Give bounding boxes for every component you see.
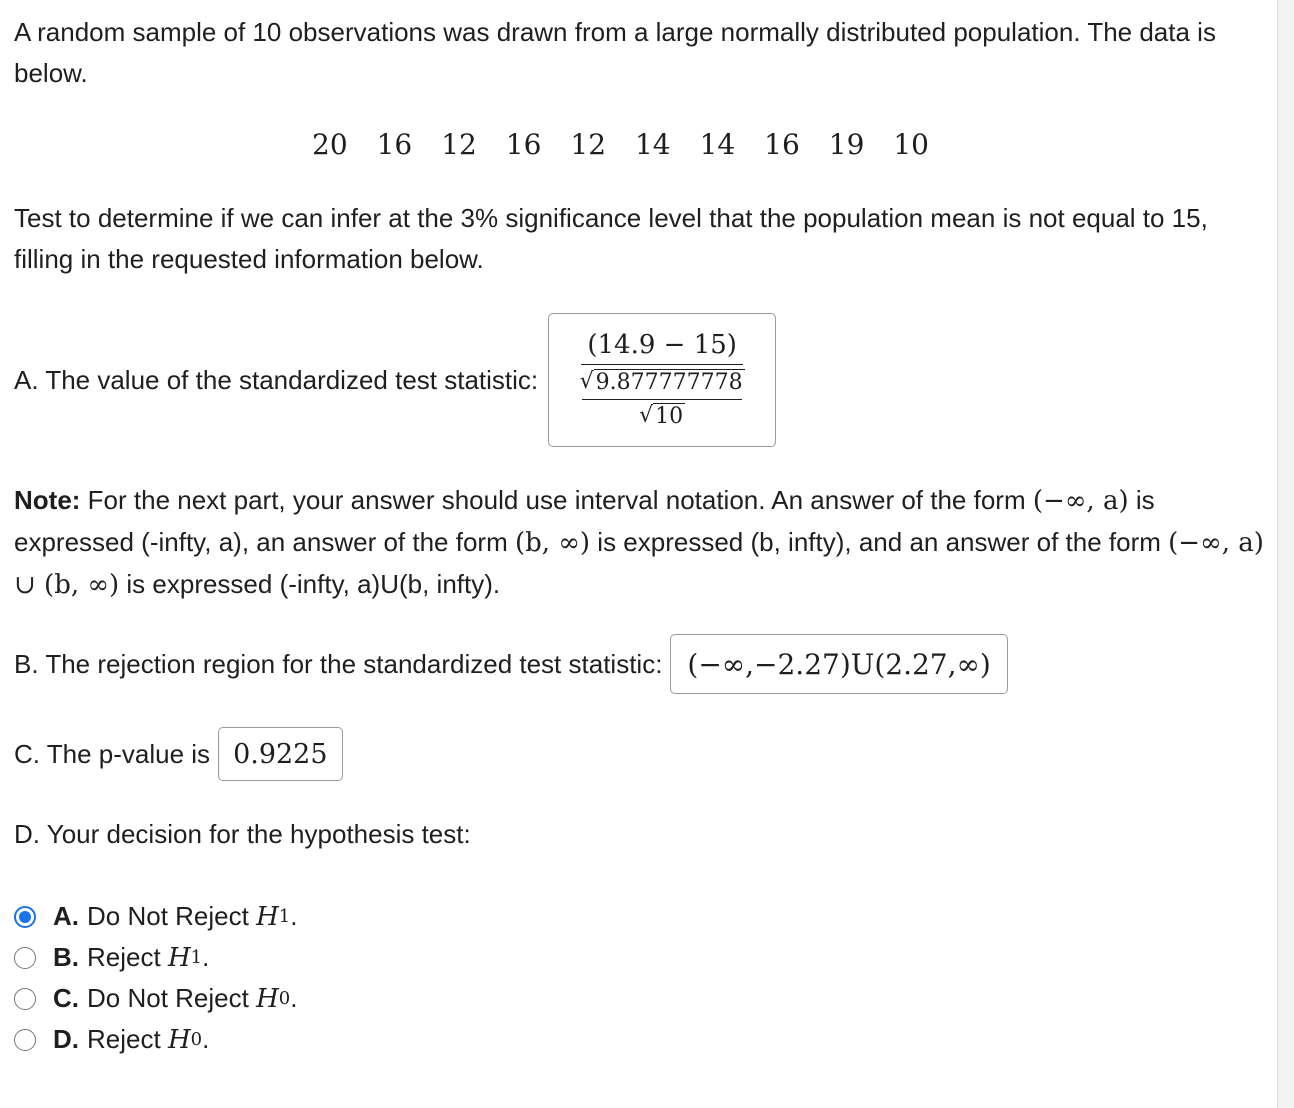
radio-option-d[interactable]: [14, 1029, 36, 1051]
radio-option-b[interactable]: [14, 947, 36, 969]
p-value-answer[interactable]: 0.9225: [218, 727, 342, 781]
scrollbar-track[interactable]: [1277, 0, 1294, 1108]
test-statistic-fraction: [580, 330, 745, 430]
form-left-interval: (−∞, a): [1032, 486, 1129, 516]
radio-option-a[interactable]: [14, 906, 36, 928]
radicand-n: 10: [655, 404, 684, 429]
intro-text: A random sample of 10 observations was drawn from a large normally distributed population. The data is below.: [14, 17, 1216, 88]
note-bold: Note:: [14, 485, 81, 515]
interval-notation-note: Note: For the next part, your answer should use interval notation. An answer of the form (−∞, a) is expressed (-infty, a), an answer of the form (b, ∞) is expressed (b, infty), and an answer of the form (−∞, a) ∪ (b, ∞) is expressed (-infty, a)U(b, infty).: [14, 485, 1264, 600]
data-value: 16: [376, 128, 413, 161]
data-values: [312, 128, 958, 161]
option-b[interactable]: B. Reject H 1 .: [14, 937, 297, 978]
data-value: 14: [699, 128, 736, 161]
sqrt-variance: √ 9.877777778: [579, 369, 743, 395]
data-value: 19: [828, 128, 865, 161]
part-d-label: D. Your decision for the hypothesis test:: [14, 819, 471, 849]
data-value: 16: [505, 128, 542, 161]
form-right-interval: (b, ∞): [514, 528, 591, 558]
rejection-region-answer[interactable]: (−∞,−2.27)U(2.27,∞): [670, 634, 1007, 694]
test-instructions: Test to determine if we can infer at the 3% significance level that the population mean is not equal to 15, filling in the requested information below.: [14, 203, 1208, 274]
option-c[interactable]: C. Do Not Reject H 0 .: [14, 978, 297, 1019]
data-value: 16: [764, 128, 800, 161]
radio-option-c[interactable]: [14, 988, 36, 1010]
decision-options: [14, 896, 297, 1060]
form-union-interval: (−∞, a) ∪ (b, ∞): [14, 528, 1264, 600]
part-b-label: B. The rejection region for the standardized test statistic:: [14, 648, 663, 679]
data-value: 12: [441, 128, 477, 161]
data-value: 12: [570, 128, 607, 161]
part-b: [14, 634, 1008, 694]
part-c: [14, 727, 343, 781]
test-statistic-answer[interactable]: [548, 313, 776, 447]
option-a[interactable]: A. Do Not Reject H 1 .: [14, 896, 297, 937]
part-c-label: C. The p-value is: [14, 738, 211, 769]
data-value: 20: [312, 128, 348, 161]
part-a: [14, 313, 776, 447]
part-a-label: A. The value of the standardized test statistic:: [14, 364, 539, 395]
fraction-denominator: [580, 365, 745, 430]
option-d[interactable]: D. Reject H 0 .: [14, 1019, 297, 1060]
radicand-variance: 9.877777778: [595, 370, 743, 395]
sqrt-n: √ 10: [639, 403, 684, 429]
data-value: 10: [893, 128, 929, 161]
fraction-numerator: (14.9 − 15): [581, 330, 743, 365]
data-value: 14: [634, 128, 671, 161]
